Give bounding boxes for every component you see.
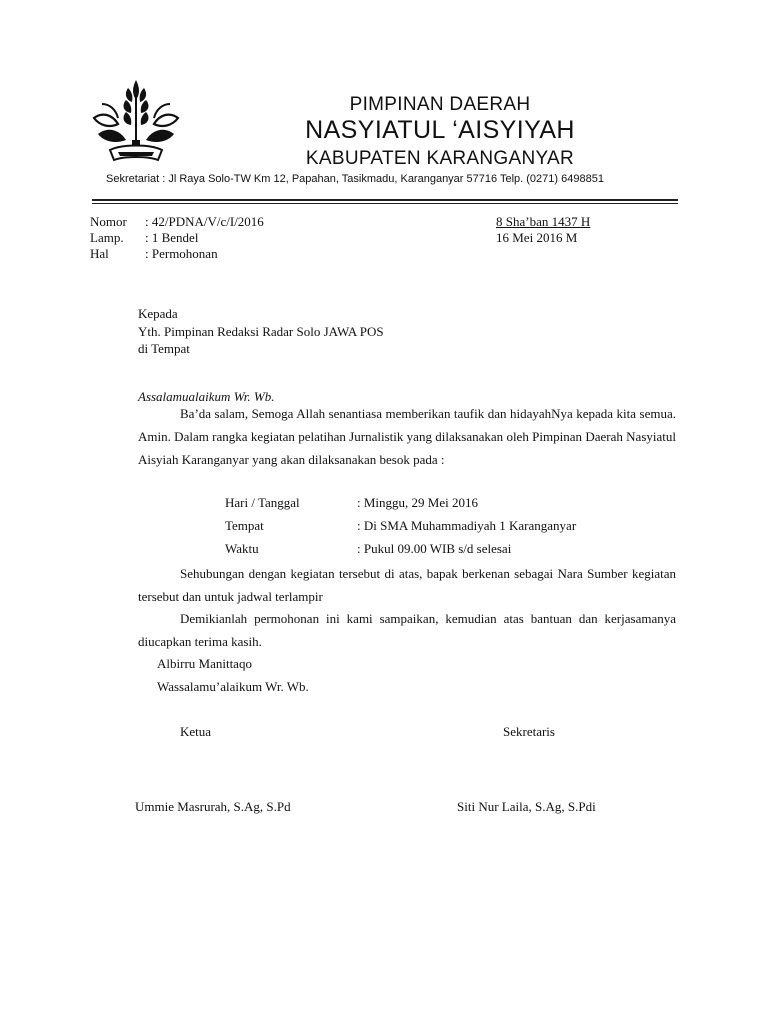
body-paragraph-3: Demikianlah permohonan ini kami sampaikan, kemudian atas bantuan dan kerjasamanya diucapkan terima kasih. [138, 611, 676, 649]
header-divider-thin [92, 203, 678, 204]
detail-label-time: Waktu [225, 541, 259, 556]
secretariat-address: Sekretariat : Jl Raya Solo-TW Km 12, Papahan, Tasikmadu, Karanganyar 57716 Telp. (0271) 6498851 [106, 173, 604, 185]
detail-value-place: : Di SMA Muhammadiyah 1 Karanganyar [357, 518, 577, 533]
signature-name-ketua: Ummie Masrurah, S.Ag, S.Pd [135, 799, 291, 814]
lamp-value: : 1 Bendel [145, 230, 199, 245]
masehi-date: 16 Mei 2016 M [496, 230, 578, 245]
hijri-date: 8 Sha’ban 1437 H [496, 214, 591, 229]
motto-text: Albirru Manittaqo [157, 656, 252, 671]
signature-name-sekretaris: Siti Nur Laila, S.Ag, S.Pdi [457, 799, 596, 814]
nomor-value: : 42/PDNA/V/c/I/2016 [145, 214, 264, 229]
detail-value-time: : Pukul 09.00 WIB s/d selesai [357, 541, 512, 556]
detail-value-date: : Minggu, 29 Mei 2016 [357, 495, 478, 510]
lamp-label: Lamp. [90, 230, 124, 245]
detail-label-place: Tempat [225, 518, 264, 533]
recipient-name: Yth. Pimpinan Redaksi Radar Solo JAWA POS [138, 324, 384, 339]
nomor-label: Nomor [90, 214, 127, 229]
detail-label-date: Hari / Tanggal [225, 495, 300, 510]
closing-greeting: Wassalamu’alaikum Wr. Wb. [157, 679, 309, 694]
org-name-title: NASYIATUL ‘AISYIYAH [305, 116, 575, 144]
body-paragraph-2: Sehubungan dengan kegiatan tersebut di atas, bapak berkenan sebagai Nara Sumber kegiatan tersebut dan untuk jadwal terlampir [138, 566, 676, 604]
header-divider-thick [92, 199, 678, 201]
org-level-title: PIMPINAN DAERAH [349, 94, 531, 115]
nasyiatul-aisyiyah-emblem-icon [88, 74, 184, 170]
signature-title-sekretaris: Sekretaris [503, 724, 555, 739]
hal-label: Hal [90, 246, 109, 261]
recipient-place: di Tempat [138, 341, 190, 356]
hal-value: : Permohonan [145, 246, 218, 261]
signature-title-ketua: Ketua [180, 724, 212, 739]
opening-greeting: Assalamualaikum Wr. Wb. [138, 389, 275, 404]
recipient-kepada: Kepada [138, 306, 178, 321]
org-region-title: KABUPATEN KARANGANYAR [305, 148, 575, 169]
body-paragraph-1: Ba’da salam, Semoga Allah senantiasa memberikan taufik dan hidayahNya kepada kita semua. Amin. Dalam rangka kegiatan pelatihan Jurnalistik yang dilaksanakan oleh Pimpinan Daerah Nasyiatul Aisyiah Karanganyar yang akan dilaksanakan besok pada : [138, 406, 676, 467]
